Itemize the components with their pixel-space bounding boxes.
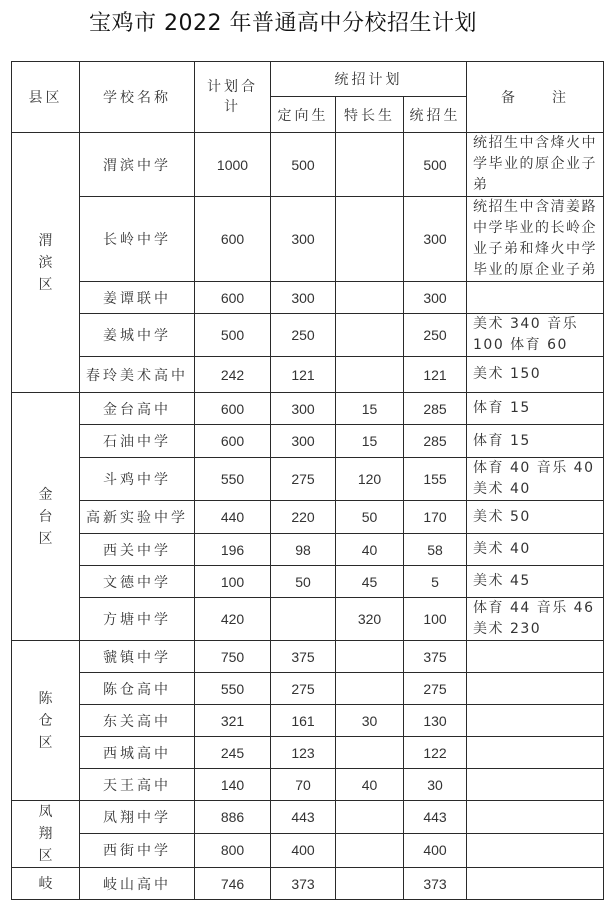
specialty-cell: 120 (336, 458, 404, 501)
table-row (12, 501, 604, 534)
directed-cell: 443 (271, 801, 336, 834)
unified-cell: 30 (404, 769, 467, 801)
note-cell: 统招生中含烽火中学毕业的原企业子弟 (467, 133, 604, 197)
plan-total-cell: 500 (195, 314, 271, 357)
directed-cell: 275 (271, 458, 336, 501)
district-char: 区 (38, 848, 53, 864)
header-unified-plan: 统招计划 (271, 62, 467, 97)
school-name-cell: 方塘中学 (80, 598, 195, 641)
specialty-cell (336, 868, 404, 900)
header-school-name: 学校名称 (80, 62, 195, 133)
directed-cell: 275 (271, 673, 336, 705)
header-district: 县区 (12, 62, 80, 133)
plan-total-cell: 800 (195, 833, 271, 867)
unified-cell: 373 (404, 868, 467, 900)
note-cell: 体育 15 (467, 425, 604, 458)
school-name-cell: 斗鸡中学 (80, 458, 195, 501)
unified-cell: 58 (404, 534, 467, 566)
school-name-cell: 石油中学 (80, 425, 195, 458)
specialty-cell: 50 (336, 501, 404, 534)
unified-cell: 300 (404, 282, 467, 314)
district-char: 仓 (38, 712, 53, 729)
plan-total-cell: 600 (195, 282, 271, 314)
directed-cell: 300 (271, 282, 336, 314)
table-row (12, 425, 604, 458)
plan-total-cell: 245 (195, 737, 271, 769)
note-cell (467, 769, 604, 801)
header-specialty: 特长生 (336, 97, 404, 133)
unified-cell: 5 (404, 566, 467, 598)
table-row (12, 801, 604, 834)
school-name-cell: 天王高中 (80, 769, 195, 801)
district-char: 台 (38, 508, 53, 525)
header-directed: 定向生 (271, 97, 336, 133)
note-cell: 体育 15 (467, 393, 604, 425)
school-name-cell: 陈仓高中 (80, 673, 195, 705)
school-name-cell: 凤翔中学 (80, 801, 195, 834)
table-row (12, 769, 604, 801)
directed-cell: 373 (271, 868, 336, 900)
table-row (12, 566, 604, 598)
unified-cell: 170 (404, 501, 467, 534)
table-row (12, 458, 604, 501)
directed-cell: 98 (271, 534, 336, 566)
note-cell (467, 833, 604, 867)
district-char: 区 (38, 530, 53, 547)
table-row (12, 393, 604, 425)
plan-total-cell: 750 (195, 641, 271, 673)
enrollment-plan-table (11, 61, 604, 900)
school-name-cell: 长岭中学 (80, 197, 195, 282)
note-cell: 体育 44 音乐 46 美术 230 (467, 598, 604, 641)
school-name-cell: 西街中学 (80, 833, 195, 867)
plan-total-cell: 550 (195, 673, 271, 705)
plan-total-cell: 746 (195, 868, 271, 900)
plan-total-cell: 140 (195, 769, 271, 801)
plan-total-cell: 440 (195, 501, 271, 534)
specialty-cell (336, 737, 404, 769)
specialty-cell (336, 833, 404, 867)
district-char: 岐 (38, 875, 53, 892)
school-name-cell: 西关中学 (80, 534, 195, 566)
unified-cell: 121 (404, 357, 467, 393)
table-body (12, 133, 604, 900)
specialty-cell: 320 (336, 598, 404, 641)
plan-total-cell: 242 (195, 357, 271, 393)
specialty-cell (336, 314, 404, 357)
plan-total-cell: 600 (195, 197, 271, 282)
note-cell: 体育 40 音乐 40 美术 40 (467, 458, 604, 501)
specialty-cell (336, 673, 404, 705)
district-cell (12, 393, 80, 641)
table-row (12, 673, 604, 705)
unified-cell: 100 (404, 598, 467, 641)
unified-cell: 122 (404, 737, 467, 769)
school-name-cell: 高新实验中学 (80, 501, 195, 534)
district-char: 凤 (38, 804, 53, 820)
directed-cell: 121 (271, 357, 336, 393)
specialty-cell (336, 282, 404, 314)
district-cell (12, 868, 80, 900)
note-cell: 美术 50 (467, 501, 604, 534)
directed-cell: 375 (271, 641, 336, 673)
note-cell (467, 868, 604, 900)
unified-cell: 300 (404, 197, 467, 282)
unified-cell: 375 (404, 641, 467, 673)
header-unified: 统招生 (404, 97, 467, 133)
specialty-cell (336, 641, 404, 673)
specialty-cell (336, 357, 404, 393)
specialty-cell (336, 197, 404, 282)
plan-total-cell: 1000 (195, 133, 271, 197)
table-row (12, 282, 604, 314)
note-cell (467, 641, 604, 673)
district-char: 陈 (38, 690, 53, 707)
note-cell: 美术 45 (467, 566, 604, 598)
note-cell (467, 737, 604, 769)
plan-total-cell: 600 (195, 393, 271, 425)
specialty-cell: 15 (336, 393, 404, 425)
unified-cell: 130 (404, 705, 467, 737)
district-char: 金 (38, 486, 53, 503)
specialty-cell: 15 (336, 425, 404, 458)
table-row (12, 833, 604, 867)
directed-cell: 161 (271, 705, 336, 737)
plan-total-cell: 196 (195, 534, 271, 566)
note-cell (467, 282, 604, 314)
school-name-cell: 渭滨中学 (80, 133, 195, 197)
unified-cell: 275 (404, 673, 467, 705)
directed-cell: 300 (271, 393, 336, 425)
plan-total-cell: 420 (195, 598, 271, 641)
specialty-cell: 40 (336, 769, 404, 801)
table-row (12, 133, 604, 197)
unified-cell: 500 (404, 133, 467, 197)
plan-total-cell: 600 (195, 425, 271, 458)
note-cell (467, 801, 604, 834)
directed-cell: 50 (271, 566, 336, 598)
note-cell: 美术 340 音乐 100 体育 60 (467, 314, 604, 357)
plan-total-cell: 100 (195, 566, 271, 598)
table-row (12, 737, 604, 769)
directed-cell: 400 (271, 833, 336, 867)
directed-cell: 70 (271, 769, 336, 801)
header-plan-total: 计划合计 (195, 62, 271, 133)
table-row (12, 705, 604, 737)
table-row (12, 314, 604, 357)
district-char: 区 (38, 276, 53, 293)
document-title: 宝鸡市 2022 年普通高中分校招生计划 (89, 11, 477, 36)
unified-cell: 155 (404, 458, 467, 501)
directed-cell: 300 (271, 197, 336, 282)
directed-cell: 500 (271, 133, 336, 197)
note-cell (467, 673, 604, 705)
table-row (12, 534, 604, 566)
school-name-cell: 文德中学 (80, 566, 195, 598)
plan-total-cell: 321 (195, 705, 271, 737)
district-char: 滨 (38, 254, 53, 271)
district-cell (12, 133, 80, 393)
specialty-cell (336, 801, 404, 834)
table-row (12, 197, 604, 282)
directed-cell: 220 (271, 501, 336, 534)
unified-cell: 250 (404, 314, 467, 357)
district-char: 区 (38, 734, 53, 751)
district-char: 渭 (38, 232, 53, 249)
unified-cell: 400 (404, 833, 467, 867)
note-cell: 统招生中含清姜路中学毕业的长岭企业子弟和烽火中学毕业的原企业子弟 (467, 197, 604, 282)
directed-cell: 123 (271, 737, 336, 769)
header-notes: 备 注 (467, 62, 604, 133)
specialty-cell: 45 (336, 566, 404, 598)
school-name-cell: 西城高中 (80, 737, 195, 769)
district-cell (12, 801, 80, 868)
school-name-cell: 姜谭联中 (80, 282, 195, 314)
specialty-cell: 40 (336, 534, 404, 566)
specialty-cell (336, 133, 404, 197)
table-row (12, 868, 604, 900)
table-row (12, 598, 604, 641)
school-name-cell: 金台高中 (80, 393, 195, 425)
plan-total-cell: 550 (195, 458, 271, 501)
school-name-cell: 虢镇中学 (80, 641, 195, 673)
table-row (12, 357, 604, 393)
school-name-cell: 岐山高中 (80, 868, 195, 900)
note-cell (467, 705, 604, 737)
school-name-cell: 东关高中 (80, 705, 195, 737)
directed-cell (271, 598, 336, 641)
district-cell (12, 641, 80, 801)
directed-cell: 300 (271, 425, 336, 458)
plan-total-cell: 886 (195, 801, 271, 834)
school-name-cell: 春玲美术高中 (80, 357, 195, 393)
directed-cell: 250 (271, 314, 336, 357)
specialty-cell: 30 (336, 705, 404, 737)
unified-cell: 285 (404, 425, 467, 458)
district-char: 翔 (38, 826, 53, 842)
unified-cell: 443 (404, 801, 467, 834)
school-name-cell: 姜城中学 (80, 314, 195, 357)
unified-cell: 285 (404, 393, 467, 425)
note-cell: 美术 150 (467, 357, 604, 393)
table-row (12, 641, 604, 673)
note-cell: 美术 40 (467, 534, 604, 566)
